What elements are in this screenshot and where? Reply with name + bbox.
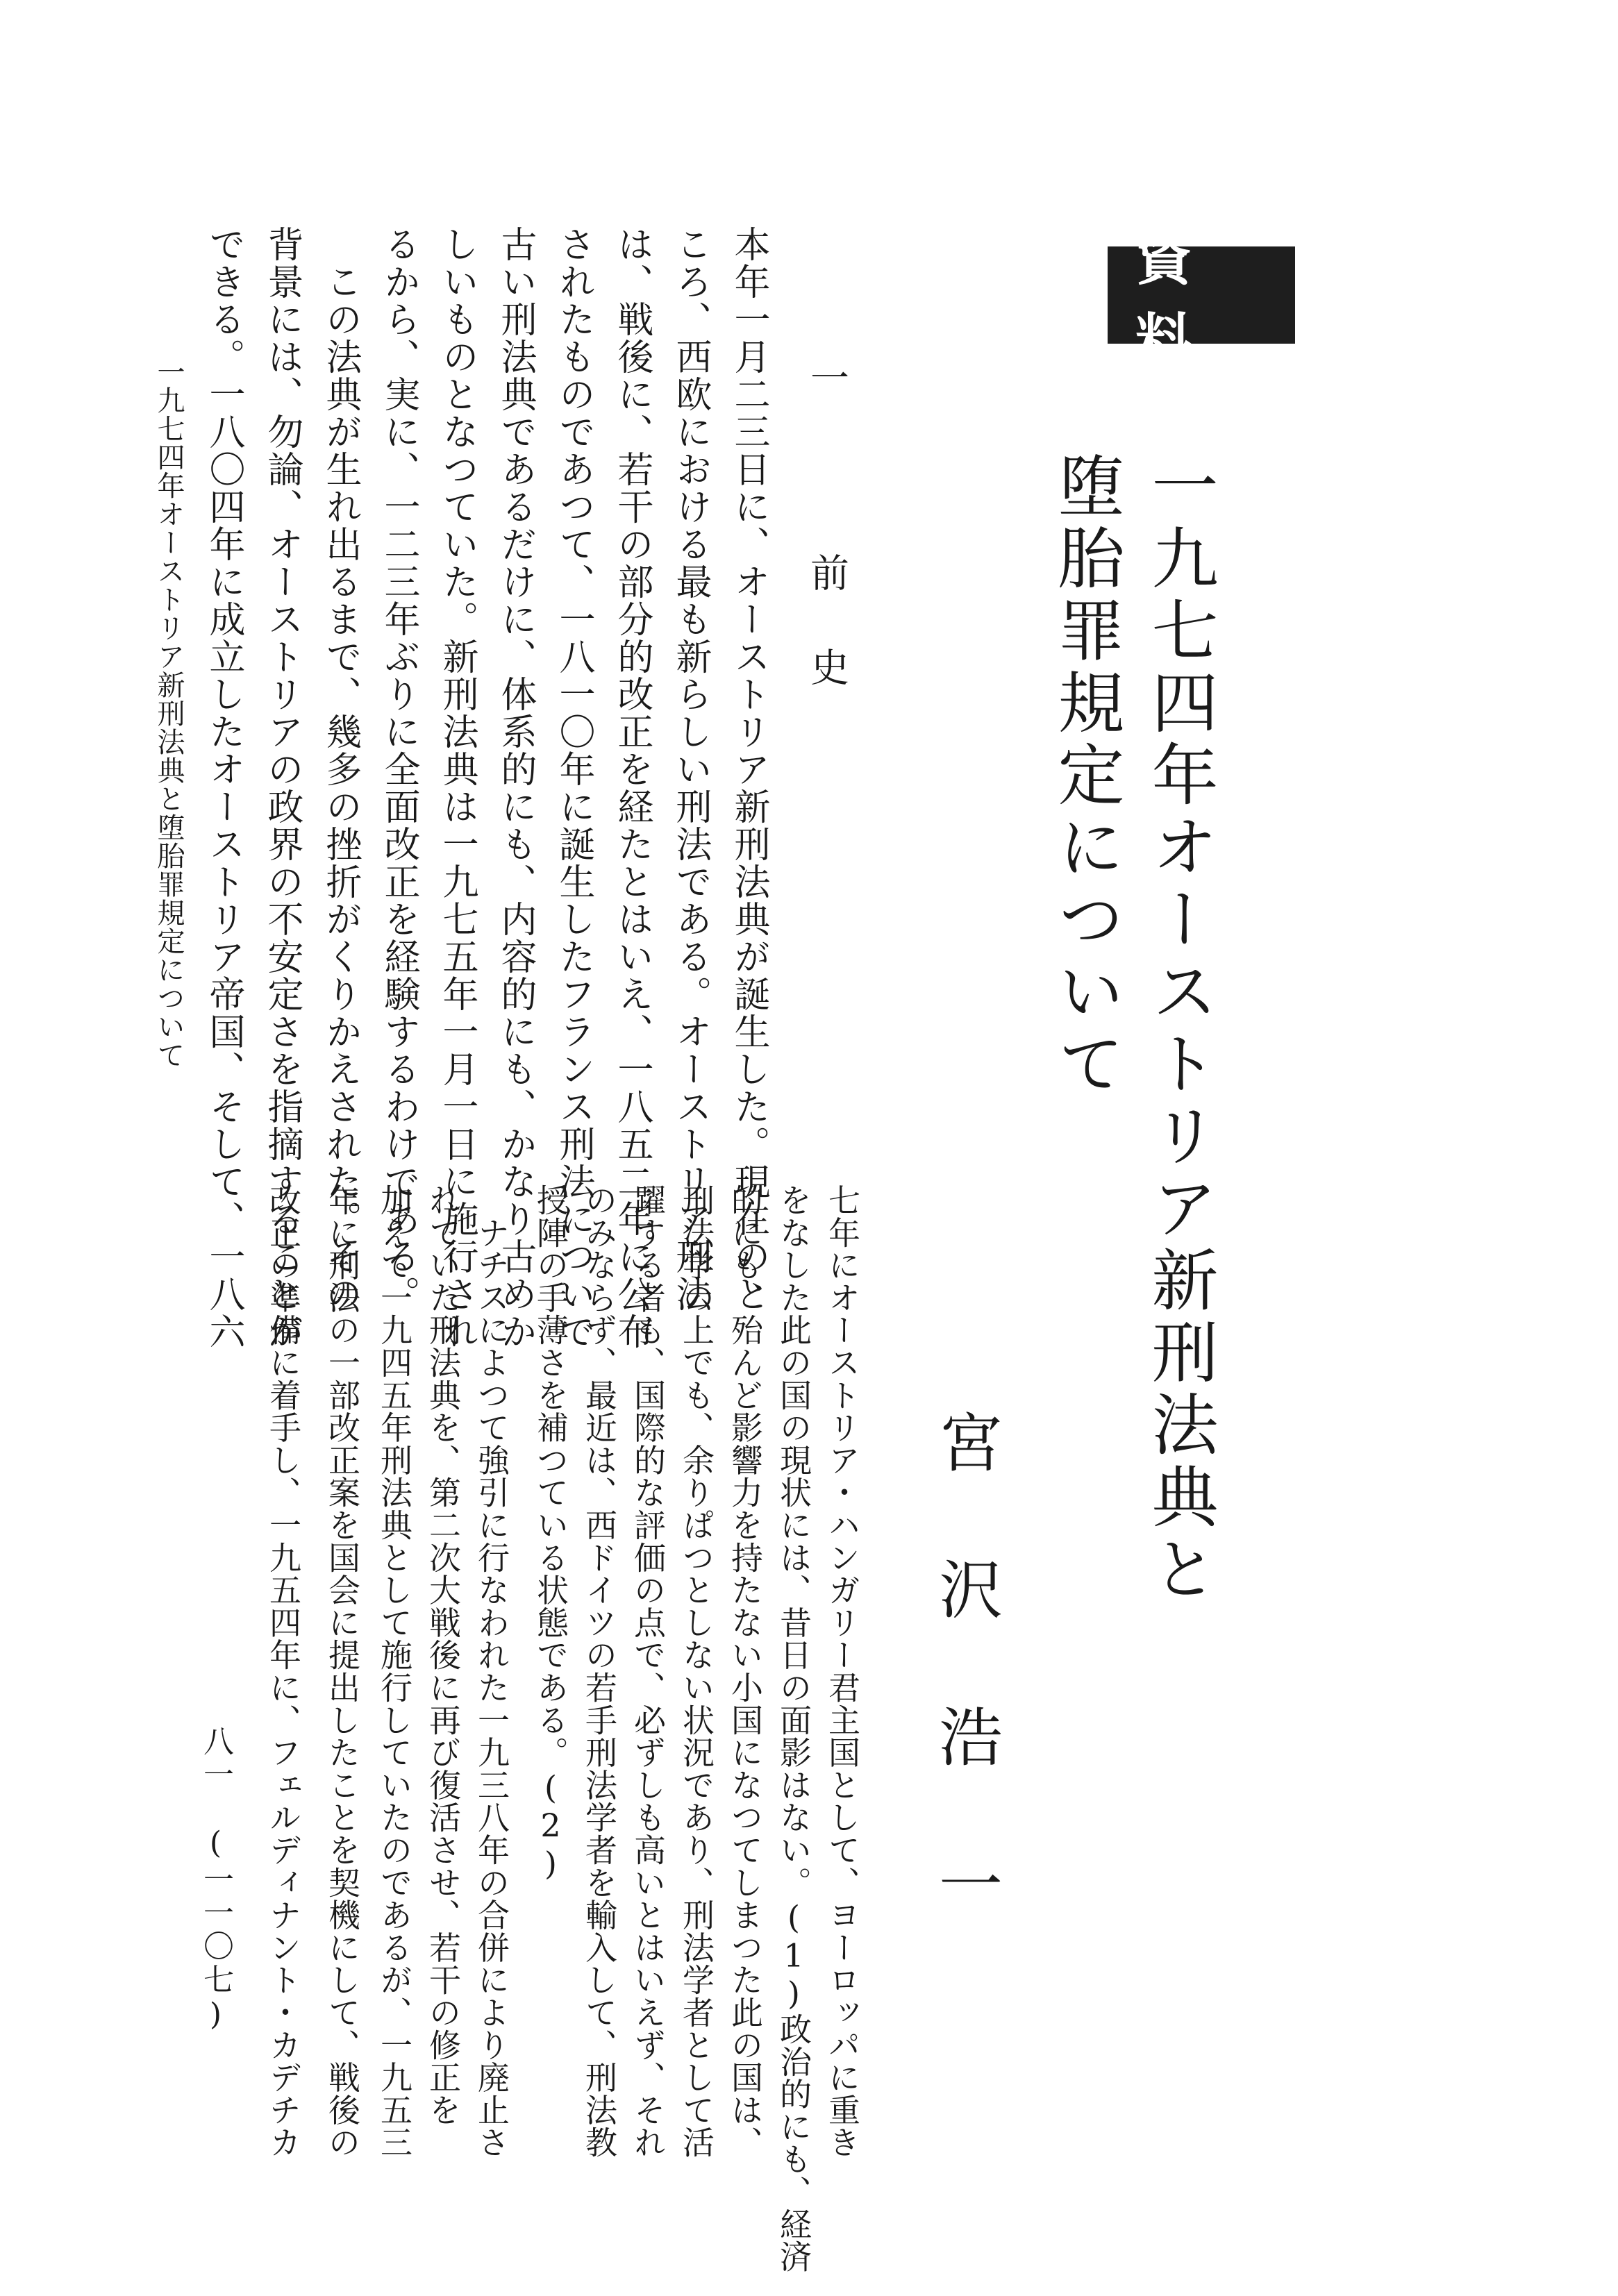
body-lower-line: 刑法学の上でも、余りぱつとしない状況であり、刑法学者として活 — [678, 1184, 715, 2159]
body-upper-line: 古い刑法典であるだけに、体系的にも、内容的にも、かなり古めか — [494, 226, 536, 1350]
body-upper-line: しいものとなつていた。新刑法典は一九七五年一月一日に施行され — [436, 226, 478, 1350]
body-upper-line: 本年一月二三日に、オーストリア新刑法典が誕生した。現在のと — [728, 226, 769, 1313]
section-badge: 資料 — [1108, 246, 1295, 344]
article-title-line-2: 堕胎罪規定について — [1047, 451, 1125, 1101]
article-title-line-1: 一九七四年オーストリア新刑法典と — [1141, 451, 1219, 1607]
body-upper-line: ころ、西欧における最も新らしい刑法である。オーストリア刑法 — [669, 226, 711, 1313]
body-upper-line: この法典が生れ出るまで、幾多の挫折がくりかえされた。その — [319, 226, 361, 1313]
body-lower-line: れていた刑法典を、第二次大戦後に再び復活させ、若干の修正を — [424, 1184, 462, 2127]
body-lower-line: をなした此の国の現状には、昔日の面影はない。(1)政治的にも、経済 — [775, 1184, 812, 2273]
body-lower-line: 躍する者も、国際的な評価の点で、必ずしも高いとはいえず、それ — [629, 1184, 667, 2159]
body-lower-line: 加えて一九四五年刑法典として施行していたのであるが、一九五三 — [376, 1184, 413, 2159]
body-upper-line: 背景には、勿論、オーストリアの政界の不安定さを指摘することが — [261, 226, 303, 1350]
body-upper-line: できる。一八〇四年に成立したオーストリア帝国、そして、一八六 — [203, 226, 244, 1350]
body-upper-line: されたものであつて、一八一〇年に誕生したフランス刑法についで — [553, 226, 594, 1350]
body-lower-line: 七年にオーストリア・ハンガリー君主国として、ヨーロッパに重き — [824, 1184, 861, 2159]
running-title: 一九七四年オーストリア新刑法典と堕胎罪規定について — [153, 358, 185, 1069]
body-lower-line: 授陣の手薄さを補つている状態である。(2) — [532, 1184, 569, 1883]
body-lower-line: 年に刑法の一部改正案を国会に提出したことを契機にして、戦後の — [324, 1184, 361, 2159]
section-heading: 一 前史 — [804, 358, 849, 741]
body-upper-line: るから、実に、一二三年ぶりに全面改正を経験するわけである。 — [378, 226, 419, 1313]
body-upper-line: は、戦後に、若干の部分的改正を経たとはいえ、一八五二年に公布 — [611, 226, 653, 1350]
author-name: 宮沢浩一 — [928, 1409, 1003, 1998]
body-lower-line: 改正の準備に着手し、一九五四年に、フェルディナント・カデチカ — [265, 1184, 302, 2159]
page-numbers: 八一 (一一〇七) — [198, 1725, 233, 2035]
body-lower-line: 的にも、殆んど影響力を持たない小国になつてしまつた此の国は、 — [726, 1184, 764, 2159]
body-lower-line: ナチスによつて強引に行なわれた一九三八年の合併により廃止さ — [473, 1184, 510, 2159]
body-lower-line: のみならず、最近は、西ドイツの若手刑法学者を輸入して、刑法教 — [581, 1184, 618, 2159]
